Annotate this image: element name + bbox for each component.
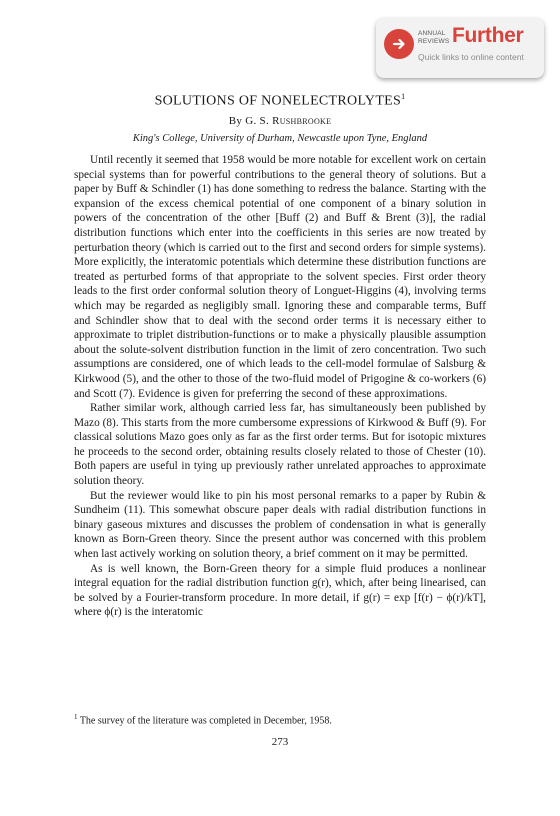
affiliation: King's College, University of Durham, Newcastle upon Tyne, England	[132, 133, 428, 144]
arrow-right-icon	[384, 29, 414, 59]
page-number: 273	[271, 736, 289, 748]
paragraph: Rather similar work, although carried less far, has simultaneously been published by Mazo (8). This starts from the more cumbersome expressions of Kirkwood & Buff (9). For classical solutions Mazo goes only as far as the first order terms. But for isotopic mixtures he proceeds to the second order, obtaining results closely related to those of Chester (10). Both papers are useful in tying up previously rather unrelated approaches to approximate solution theory.	[74, 402, 486, 488]
badge-annual: ANNUAL	[418, 30, 446, 37]
badge-reviews: REVIEWS	[418, 38, 450, 45]
paragraph: But the reviewer would like to pin his most personal remarks to a paper by Rubin & Sundheim (11). This somewhat obscure paper deals with radial distribution functions in binary gaseous mixtures and discusses the problem of condensation in what is generally known as Born-Green theory. Since the present author was concerned with this problem when last actively working on solution theory, a brief comment on it may be permitted.	[74, 489, 486, 561]
footnote-marker: 1	[74, 713, 78, 721]
author-name: G. S. Rushbrooke	[245, 115, 332, 127]
further-badge[interactable]	[376, 18, 544, 78]
badge-subtitle: Quick links to online content	[418, 52, 524, 62]
paragraph: Until recently it seemed that 1958 would be more notable for excellent work on certain special systems than for powerful contributions to the general theory of solutions. But a paper by Buff & Schindler (1) has done something to redress the balance. Starting with the expansion of the excess chemical potential of one component of a binary solution in powers of the concentration of the other [Buff (2) and Buff & Brent (3)], the radial distribution functions which enter into the coefficients in this series are now treated by perturbation theory (which is carried out to the first and second orders for simple systems). More explicitly, the interatomic potentials which determine these distribution functions are treated as perturbed forms of that appropriate to the solvent species. First order theory leads to the first order conformal solution theory of Longuet-Higgins (4), involving terms which may be regarded as negligibly small. Ignoring these and comparable terms, Buff and Schindler show that to deal with the second order terms it is necessary either to approximate to triplet distribution-functions or to make a physically plausible assumption about the solute-solvent distribution function in the limit of zero concentration. Two such assumptions are considered, one of which leads to the cell-model formulae of Salsburg & Kirkwood (5), and the other to those of the two-fluid model of Prigogine & co-workers (6) and Scott (7). Evidence is given for preferring the second of these approximations.	[74, 154, 486, 400]
article-title-text: SOLUTIONS OF NONELECTROLYTES	[154, 93, 402, 109]
author-prefix: By	[228, 115, 243, 127]
annual-reviews-logo	[418, 30, 452, 46]
footnote	[74, 711, 486, 727]
title-footnote-marker[interactable]: 1	[401, 92, 406, 101]
body-text	[74, 153, 486, 620]
badge-further: Further	[452, 24, 524, 47]
author-line	[0, 115, 560, 127]
article-title	[0, 92, 560, 110]
paragraph: As is well known, the Born-Green theory for a simple fluid produces a nonlinear integral equation for the radial distribution function g(r), which, after being linearised, can be solved by a Fourier-transform procedure. In more detail, if g(r) = exp [f(r) − ϕ(r)/kT], where ϕ(r) is the interatomic	[74, 562, 486, 619]
footnote-text: The survey of the literature was completed in December, 1958.	[79, 715, 332, 727]
